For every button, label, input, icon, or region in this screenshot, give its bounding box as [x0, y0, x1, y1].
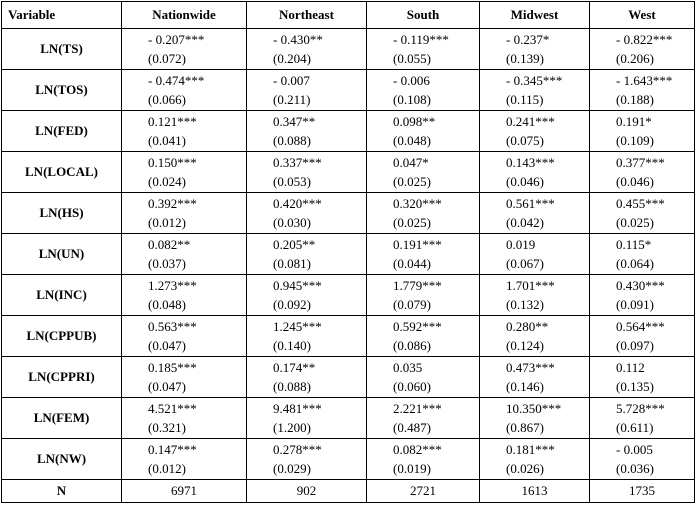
standard-error: (0.012) — [148, 461, 186, 476]
cell-nationwide — [122, 152, 247, 193]
standard-error: (0.042) — [506, 215, 544, 230]
cell-south — [367, 193, 480, 234]
cell-west — [590, 152, 695, 193]
standard-error: (0.132) — [506, 297, 544, 312]
standard-error: (0.037) — [148, 256, 186, 271]
variable-label: LN(FEM) — [2, 398, 122, 439]
coefficient: 0.185*** — [148, 360, 197, 375]
coefficient: 0.563*** — [148, 319, 197, 334]
coefficient: - 0.345*** — [506, 73, 563, 88]
cell-south — [367, 234, 480, 275]
coefficient: - 0.474*** — [148, 73, 205, 88]
regression-table — [1, 1, 695, 503]
cell-west — [590, 275, 695, 316]
cell-nationwide — [122, 439, 247, 480]
coefficient: 1.779*** — [393, 278, 442, 293]
standard-error: (0.044) — [393, 256, 431, 271]
standard-error: (0.064) — [616, 256, 654, 271]
table-row — [2, 316, 695, 357]
coefficient: 0.082** — [148, 237, 191, 252]
standard-error: (0.055) — [393, 51, 431, 66]
coefficient: 1.701*** — [506, 278, 555, 293]
table-row — [2, 152, 695, 193]
table-row — [2, 357, 695, 398]
header-variable: Variable — [2, 2, 122, 29]
coefficient: 0.205** — [273, 237, 316, 252]
coefficient: 0.019 — [506, 237, 536, 252]
cell-northeast — [247, 111, 367, 152]
header-row — [2, 2, 695, 29]
cell-northeast — [247, 357, 367, 398]
cell-midwest — [480, 357, 590, 398]
cell-northeast — [247, 29, 367, 70]
standard-error: (0.867) — [506, 420, 544, 435]
cell-south — [367, 152, 480, 193]
standard-error: (0.030) — [273, 215, 311, 230]
variable-label: LN(LOCAL) — [2, 152, 122, 193]
cell-south — [367, 357, 480, 398]
coefficient: 0.112 — [616, 360, 645, 375]
coefficient: 1.245*** — [273, 319, 322, 334]
coefficient: 0.337*** — [273, 155, 322, 170]
cell-northeast — [247, 193, 367, 234]
n-value-northeast: 902 — [247, 480, 367, 503]
standard-error: (0.036) — [616, 461, 654, 476]
standard-error: (0.048) — [148, 297, 186, 312]
table-row — [2, 111, 695, 152]
cell-northeast — [247, 70, 367, 111]
standard-error: (0.139) — [506, 51, 544, 66]
coefficient: - 0.006 — [393, 73, 430, 88]
standard-error: (0.024) — [148, 174, 186, 189]
variable-label: LN(NW) — [2, 439, 122, 480]
variable-label: LN(HS) — [2, 193, 122, 234]
coefficient: 0.082*** — [393, 442, 442, 457]
coefficient: - 0.430** — [273, 32, 323, 47]
cell-west — [590, 29, 695, 70]
standard-error: (0.046) — [616, 174, 654, 189]
standard-error: (0.206) — [616, 51, 654, 66]
standard-error: (0.146) — [506, 379, 544, 394]
cell-northeast — [247, 275, 367, 316]
cell-west — [590, 316, 695, 357]
standard-error: (0.115) — [506, 92, 544, 107]
standard-error: (0.108) — [393, 92, 431, 107]
standard-error: (0.029) — [273, 461, 311, 476]
coefficient: 0.455*** — [616, 196, 665, 211]
cell-midwest — [480, 152, 590, 193]
coefficient: 0.320*** — [393, 196, 442, 211]
coefficient: 0.147*** — [148, 442, 197, 457]
standard-error: (0.048) — [393, 133, 431, 148]
standard-error: (0.097) — [616, 338, 654, 353]
table-row — [2, 234, 695, 275]
cell-northeast — [247, 439, 367, 480]
cell-south — [367, 70, 480, 111]
cell-midwest — [480, 439, 590, 480]
header-northeast: Northeast — [247, 2, 367, 29]
standard-error: (0.047) — [148, 338, 186, 353]
header-midwest: Midwest — [480, 2, 590, 29]
coefficient: - 0.237* — [506, 32, 550, 47]
standard-error: (0.109) — [616, 133, 654, 148]
coefficient: 10.350*** — [506, 401, 562, 416]
coefficient: - 0.007 — [273, 73, 310, 88]
coefficient: 0.174** — [273, 360, 316, 375]
standard-error: (0.025) — [393, 215, 431, 230]
cell-northeast — [247, 234, 367, 275]
standard-error: (0.088) — [273, 379, 311, 394]
standard-error: (0.081) — [273, 256, 311, 271]
variable-label: LN(TS) — [2, 29, 122, 70]
cell-west — [590, 111, 695, 152]
coefficient: 0.143*** — [506, 155, 555, 170]
cell-nationwide — [122, 398, 247, 439]
coefficient: 0.420*** — [273, 196, 322, 211]
standard-error: (0.041) — [148, 133, 186, 148]
coefficient: 0.115* — [616, 237, 652, 252]
cell-midwest — [480, 234, 590, 275]
standard-error: (0.025) — [616, 215, 654, 230]
cell-west — [590, 398, 695, 439]
standard-error: (1.200) — [273, 420, 311, 435]
standard-error: (0.091) — [616, 297, 654, 312]
coefficient: 0.181*** — [506, 442, 555, 457]
coefficient: 0.377*** — [616, 155, 665, 170]
cell-midwest — [480, 70, 590, 111]
variable-label: LN(TOS) — [2, 70, 122, 111]
coefficient: 0.191* — [616, 114, 652, 129]
variable-label: LN(CPPRI) — [2, 357, 122, 398]
cell-south — [367, 316, 480, 357]
cell-midwest — [480, 398, 590, 439]
standard-error: (0.060) — [393, 379, 431, 394]
coefficient: 0.564*** — [616, 319, 665, 334]
cell-south — [367, 111, 480, 152]
cell-nationwide — [122, 357, 247, 398]
standard-error: (0.046) — [506, 174, 544, 189]
coefficient: - 0.822*** — [616, 32, 673, 47]
header-south: South — [367, 2, 480, 29]
standard-error: (0.047) — [148, 379, 186, 394]
cell-west — [590, 193, 695, 234]
cell-nationwide — [122, 193, 247, 234]
coefficient: 0.280** — [506, 319, 549, 334]
coefficient: - 0.005 — [616, 442, 653, 457]
standard-error: (0.135) — [616, 379, 654, 394]
variable-label: LN(INC) — [2, 275, 122, 316]
n-row — [2, 480, 695, 503]
coefficient: - 1.643*** — [616, 73, 673, 88]
cell-northeast — [247, 316, 367, 357]
coefficient: 0.278*** — [273, 442, 322, 457]
cell-nationwide — [122, 275, 247, 316]
coefficient: 0.121*** — [148, 114, 197, 129]
standard-error: (0.025) — [393, 174, 431, 189]
cell-west — [590, 357, 695, 398]
cell-nationwide — [122, 234, 247, 275]
standard-error: (0.321) — [148, 420, 186, 435]
coefficient: 0.191*** — [393, 237, 442, 252]
variable-label: LN(FED) — [2, 111, 122, 152]
standard-error: (0.067) — [506, 256, 544, 271]
coefficient: 0.347** — [273, 114, 316, 129]
cell-south — [367, 29, 480, 70]
n-value-south: 2721 — [367, 480, 480, 503]
cell-west — [590, 439, 695, 480]
standard-error: (0.188) — [616, 92, 654, 107]
coefficient: 9.481*** — [273, 401, 322, 416]
coefficient: 0.098** — [393, 114, 436, 129]
table-row — [2, 398, 695, 439]
standard-error: (0.019) — [393, 461, 431, 476]
standard-error: (0.075) — [506, 133, 544, 148]
cell-nationwide — [122, 111, 247, 152]
coefficient: 4.521*** — [148, 401, 197, 416]
coefficient: 0.047* — [393, 155, 429, 170]
standard-error: (0.066) — [148, 92, 186, 107]
cell-south — [367, 398, 480, 439]
coefficient: 0.945*** — [273, 278, 322, 293]
cell-nationwide — [122, 316, 247, 357]
coefficient: - 0.119*** — [393, 32, 449, 47]
coefficient: 0.561*** — [506, 196, 555, 211]
cell-midwest — [480, 29, 590, 70]
standard-error: (0.487) — [393, 420, 431, 435]
cell-nationwide — [122, 29, 247, 70]
cell-midwest — [480, 193, 590, 234]
coefficient: 2.221*** — [393, 401, 442, 416]
standard-error: (0.092) — [273, 297, 311, 312]
n-value-nationwide: 6971 — [122, 480, 247, 503]
n-value-midwest: 1613 — [480, 480, 590, 503]
coefficient: 0.430*** — [616, 278, 665, 293]
variable-label: LN(CPPUB) — [2, 316, 122, 357]
standard-error: (0.053) — [273, 174, 311, 189]
cell-northeast — [247, 152, 367, 193]
table-row — [2, 275, 695, 316]
standard-error: (0.072) — [148, 51, 186, 66]
coefficient: 0.592*** — [393, 319, 442, 334]
standard-error: (0.086) — [393, 338, 431, 353]
standard-error: (0.124) — [506, 338, 544, 353]
standard-error: (0.026) — [506, 461, 544, 476]
standard-error: (0.088) — [273, 133, 311, 148]
coefficient: 1.273*** — [148, 278, 197, 293]
header-nationwide: Nationwide — [122, 2, 247, 29]
table-row — [2, 70, 695, 111]
cell-midwest — [480, 111, 590, 152]
table-row — [2, 439, 695, 480]
cell-south — [367, 275, 480, 316]
coefficient: 0.392*** — [148, 196, 197, 211]
coefficient: 0.473*** — [506, 360, 555, 375]
table-row — [2, 29, 695, 70]
cell-west — [590, 234, 695, 275]
header-west: West — [590, 2, 695, 29]
standard-error: (0.012) — [148, 215, 186, 230]
cell-midwest — [480, 316, 590, 357]
n-label: N — [2, 480, 122, 503]
standard-error: (0.611) — [616, 420, 654, 435]
cell-northeast — [247, 398, 367, 439]
cell-west — [590, 70, 695, 111]
variable-label: LN(UN) — [2, 234, 122, 275]
coefficient: 0.035 — [393, 360, 423, 375]
n-value-west: 1735 — [590, 480, 695, 503]
standard-error: (0.204) — [273, 51, 311, 66]
cell-midwest — [480, 275, 590, 316]
coefficient: 5.728*** — [616, 401, 665, 416]
table-row — [2, 193, 695, 234]
cell-south — [367, 439, 480, 480]
standard-error: (0.140) — [273, 338, 311, 353]
coefficient: 0.241*** — [506, 114, 555, 129]
coefficient: 0.150*** — [148, 155, 197, 170]
cell-nationwide — [122, 70, 247, 111]
standard-error: (0.211) — [273, 92, 311, 107]
coefficient: - 0.207*** — [148, 32, 205, 47]
standard-error: (0.079) — [393, 297, 431, 312]
